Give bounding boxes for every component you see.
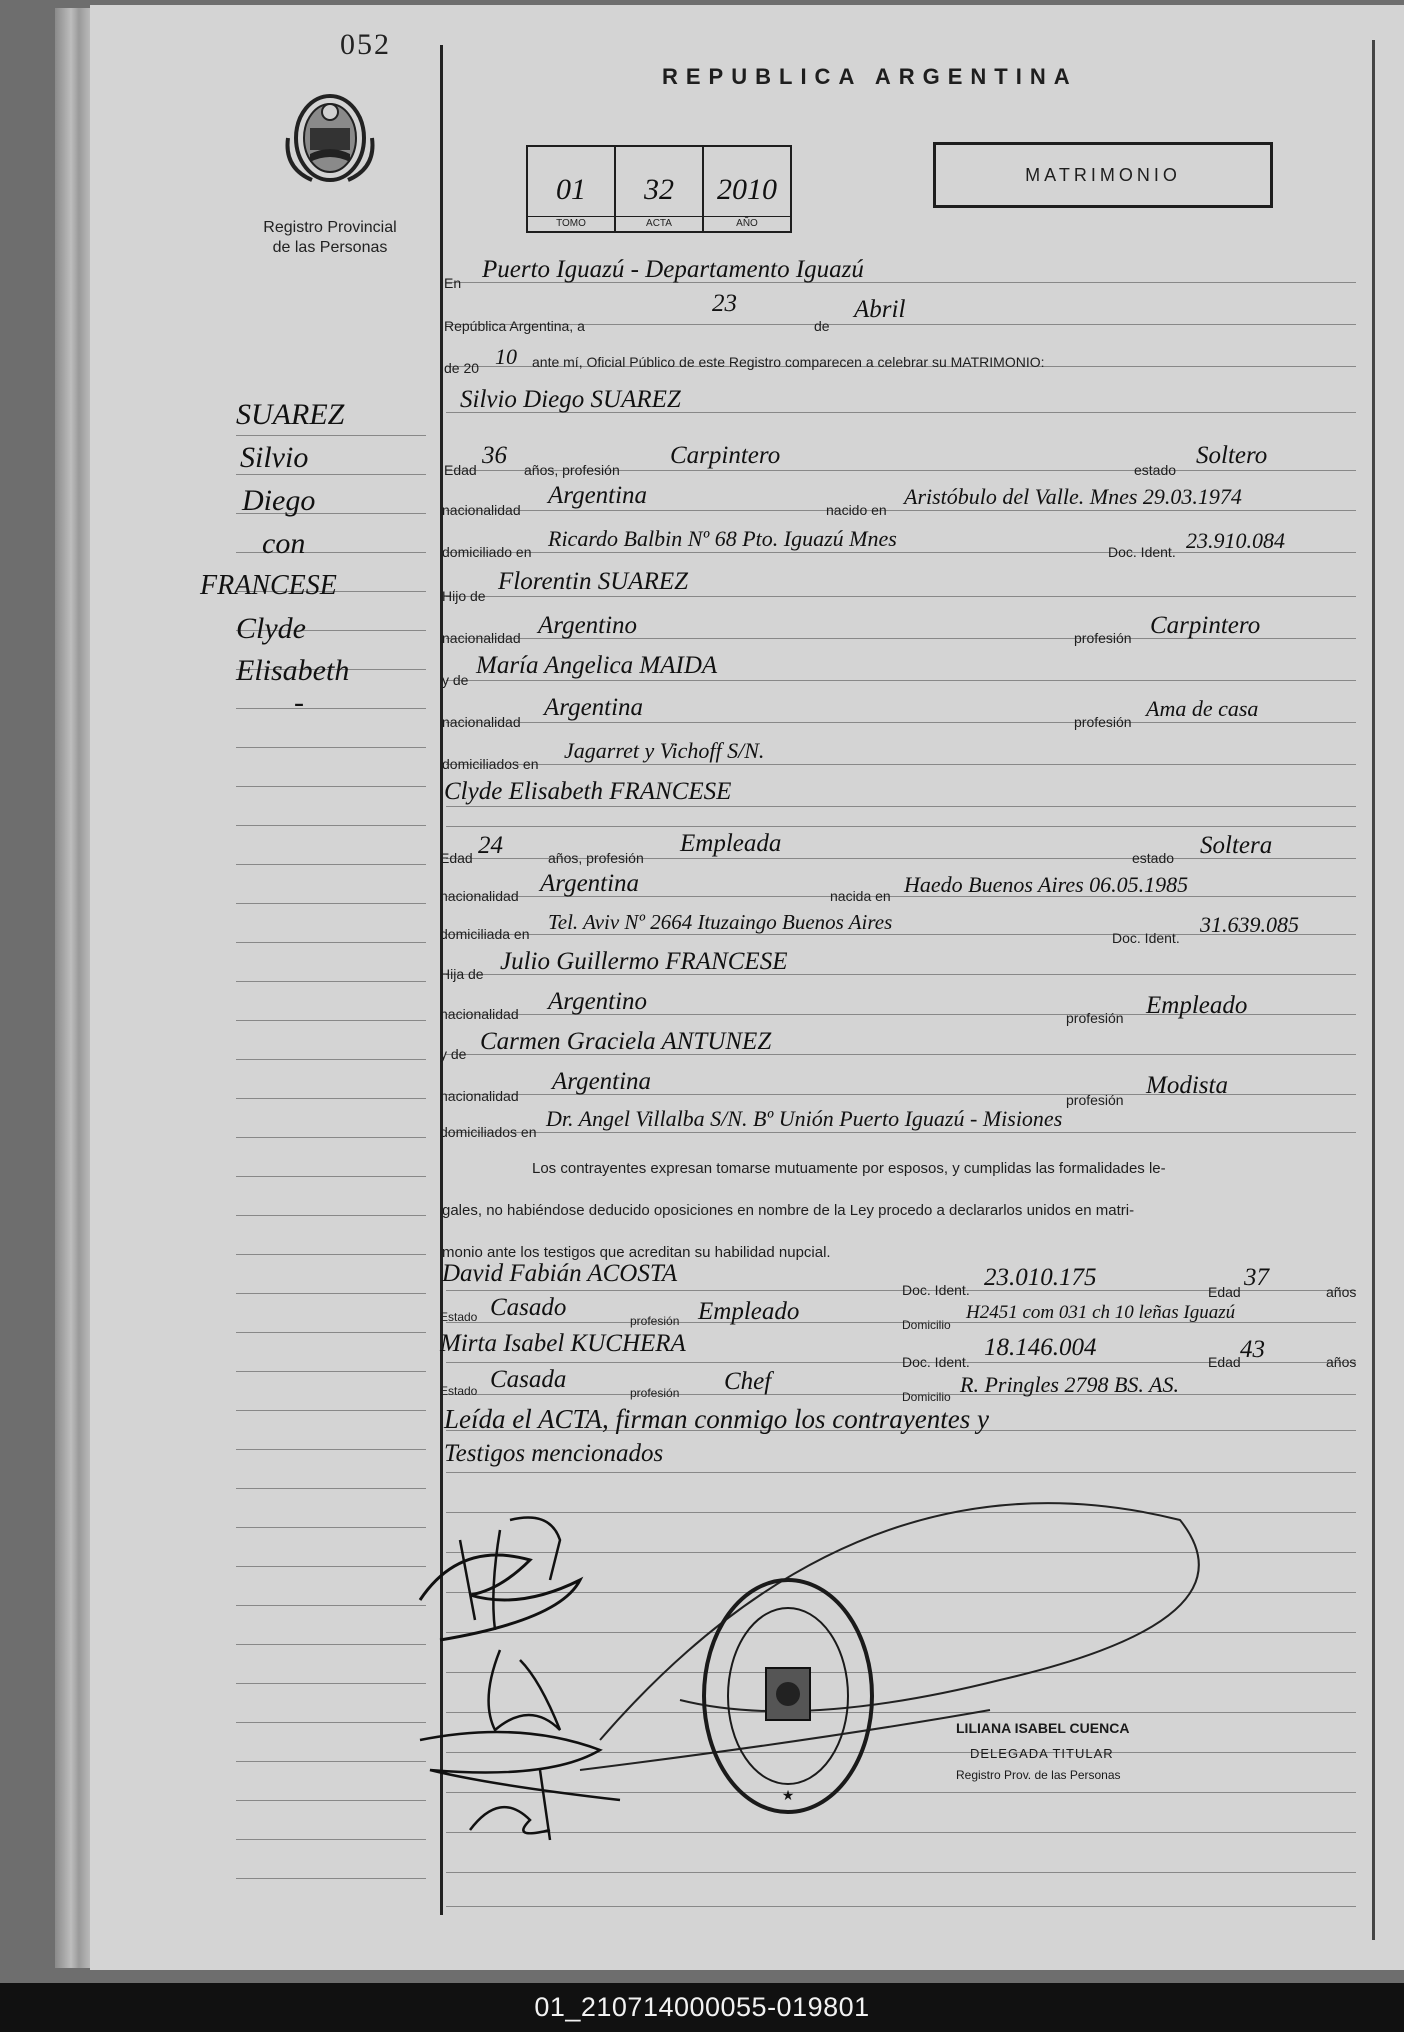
margin-rule-line [236,1761,426,1762]
witness2-doc-label: Doc. Ident. [902,1354,970,1370]
registry-name-line1: Registro Provincial [263,219,397,236]
page-stack-edge [55,8,95,1968]
bride-madre-prof-label: profesión [1066,1092,1124,1108]
bride-padre-nac-label: nacionalidad [440,1006,519,1022]
witness2-estado: Casada [490,1366,567,1393]
anio-cell [704,147,790,231]
body-rule-line [446,1132,1356,1133]
bride-nacionalidad: Argentina [540,870,640,897]
body-rule-line [446,1872,1356,1873]
witness2-edad-label: Edad [1208,1354,1241,1370]
bride-profesion: Empleada [680,830,782,857]
bride-padre-label: Hija de [440,966,484,982]
groom-padre-label: Hijo de [442,588,486,604]
de-label: de [814,318,830,334]
registry-name [240,218,420,258]
official-seal [700,1576,876,1816]
witness1-domicilio: H2451 com 031 ch 10 leñas Iguazú [966,1302,1236,1323]
groom-padre-nac-label: nacionalidad [442,630,521,646]
right-edge-rule [1372,40,1375,1940]
margin-name-3: Diego [242,484,316,517]
margin-rule-line [236,1254,426,1255]
provincial-coat-of-arms [282,88,378,186]
groom-padre-prof: Carpintero [1150,612,1261,639]
month: Abril [854,296,906,323]
bride-madre-nac: Argentina [552,1068,652,1095]
year-suffix: 10 [495,344,517,369]
margin-rule-line [236,1839,426,1840]
bride-madre: Carmen Graciela ANTUNEZ [480,1028,772,1055]
witness1-edad: 37 [1244,1264,1269,1291]
bride-madre-label: y de [440,1046,467,1062]
margin-rule-line [236,435,426,436]
witness1-name: David Fabián ACOSTA [442,1260,678,1287]
margin-rule-line [236,747,426,748]
margin-rule-line [236,1605,426,1606]
margin-rule-line [236,825,426,826]
witness1-profesion: Empleado [698,1298,800,1325]
groom-nacionalidad-label: nacionalidad [442,502,521,518]
official-office: Registro Prov. de las Personas [956,1768,1121,1782]
place: Puerto Iguazú - Departamento Iguazú [482,256,864,283]
witness2-dom-label: Domicilio [902,1390,951,1404]
closing-line2: Testigos mencionados [444,1440,664,1467]
groom-padres-dom: Jagarret y Vichoff S/N. [564,738,765,763]
groom-padre: Florentin SUAREZ [498,568,689,595]
margin-rule-line [236,1371,426,1372]
margin-rule-line [236,1800,426,1801]
witness1-prof-label: profesión [630,1314,680,1328]
bride-nacido-label: nacida en [830,888,891,904]
bride-anos-profesion-label: años, profesión [548,850,644,866]
scan-id-caption: 01_210714000055-019801 [534,1992,870,2022]
witness1-doc-label: Doc. Ident. [902,1282,970,1298]
groom-madre-prof-label: profesión [1074,714,1132,730]
bride-estado: Soltera [1200,832,1273,859]
witness1-anos-label: años [1326,1284,1357,1300]
margin-rule-line [236,1020,426,1021]
witness2-profesion: Chef [724,1368,772,1395]
witness2-name: Mirta Isabel KUCHERA [440,1330,686,1357]
body-rule-line [446,1394,1356,1395]
tomo-value: 01 [556,173,586,206]
bride-padres-dom-label: domiciliados en [440,1124,537,1140]
margin-name-5: FRANCESE [200,570,337,601]
groom-nacido: Aristóbulo del Valle. Mnes 29.03.1974 [904,484,1242,509]
margin-rule-line [236,1137,426,1138]
bride-madre-prof: Modista [1146,1072,1228,1099]
document-type: MATRIMONIO [1025,164,1181,185]
year-prefix: de 20 [444,360,480,376]
bride-doc-label: Doc. Ident. [1112,930,1180,946]
bride-domicilio: Tel. Aviv Nº 2664 Ituzaingo Buenos Aires [548,910,893,934]
margin-name-6: Clyde [236,612,306,645]
margin-rule-line [236,1527,426,1528]
margin-rule-line [236,981,426,982]
bride-padre-prof: Empleado [1146,992,1248,1019]
groom-nacionalidad: Argentina [548,482,648,509]
groom-padre-prof-label: profesión [1074,630,1132,646]
bride-edad-label: Edad [440,850,473,866]
margin-name-8: - [294,686,304,719]
groom-madre-label: y de [442,672,469,688]
margin-rule-line [236,1683,426,1684]
groom-profesion: Carpintero [670,442,781,469]
margin-rule-line [236,1293,426,1294]
groom-name: Silvio Diego SUAREZ [460,386,681,413]
groom-madre-prof: Ama de casa [1146,696,1259,721]
groom-madre: María Angelica MAIDA [476,652,718,679]
witness1-edad-label: Edad [1208,1284,1241,1300]
svg-text:★: ★ [781,1788,795,1804]
witness2-domicilio: R. Pringles 2798 BS. AS. [960,1372,1179,1397]
tomo-label: TOMO [528,216,614,231]
groom-doc-label: Doc. Ident. [1108,544,1176,560]
groom-estado-label: estado [1134,462,1177,478]
margin-rule-line [236,1332,426,1333]
margin-rule-line [236,864,426,865]
witness2-prof-label: profesión [630,1386,680,1400]
day: 23 [712,290,737,317]
margin-rule-line [236,942,426,943]
en-label: En [444,275,462,291]
body-rule-line [446,1472,1356,1473]
margin-rule-line [236,708,426,709]
margin-rule-line [236,1878,426,1879]
tomo-cell [528,147,616,231]
witness2-edad: 43 [1240,1336,1265,1363]
margin-rule-line [236,1410,426,1411]
bride-padre-nac: Argentino [548,988,648,1015]
acta-value: 32 [644,173,674,206]
anio-value: 2010 [717,173,777,206]
groom-domicilio-label: domiciliado en [442,544,532,560]
margin-rule-line [236,1215,426,1216]
body-rule-line [446,806,1356,807]
groom-anos-profesion-label: años, profesión [524,462,620,478]
margin-rule-line [236,1488,426,1489]
bride-edad: 24 [478,832,503,859]
margin-rule-line [236,1644,426,1645]
country-title: REPUBLICA ARGENTINA [662,64,1078,89]
witness1-estado-label: Estado [440,1310,478,1324]
anio-label: AÑO [704,216,790,231]
margin-rule-line [236,1059,426,1060]
bride-padre: Julio Guillermo FRANCESE [500,948,788,975]
bride-doc: 31.639.085 [1200,912,1299,937]
body-rule-line [446,596,1356,597]
record-number-box [526,145,792,233]
groom-estado: Soltero [1196,442,1268,469]
groom-madre-nac-label: nacionalidad [442,714,521,730]
margin-name-4: con [262,527,306,560]
groom-edad: 36 [482,442,507,469]
groom-domicilio: Ricardo Balbin Nº 68 Pto. Iguazú Mnes [548,526,897,551]
bride-padres-dom: Dr. Angel Villalba S/N. Bº Unión Puerto Iguazú - Misiones [546,1106,1063,1131]
margin-name-7: Elisabeth [236,654,350,687]
statement-line3: monio ante los testigos que acreditan su habilidad nupcial. [442,1244,831,1261]
witness1-doc: 23.010.175 [984,1264,1097,1291]
margin-rule-line [236,1176,426,1177]
groom-padre-nac: Argentino [538,612,638,639]
acta-label: ACTA [616,216,702,231]
margin-name-1: SUAREZ [236,398,345,431]
body-rule-line [446,1906,1356,1907]
witness1-dom-label: Domicilio [902,1318,951,1332]
body-rule-line [446,510,1356,511]
statement-line2: gales, no habiéndose deducido oposiciones en nombre de la Ley procedo a declararlos unidos en matri- [442,1202,1135,1219]
official-name: LILIANA ISABEL CUENCA [956,1720,1130,1736]
statement-line1: Los contrayentes expresan tomarse mutuamente por esposos, y cumplidas las formalidades le- [532,1160,1166,1177]
folio-number: 052 [340,28,391,61]
body-rule-line [446,680,1356,681]
body-rule-line [446,722,1356,723]
official-title: DELEGADA TITULAR [970,1746,1114,1761]
registry-name-line2: de las Personas [272,239,388,256]
margin-name-2: Silvio [240,441,309,474]
acta-cell [616,147,704,231]
bride-domicilio-label: domiciliada en [440,926,530,942]
body-rule-line [446,826,1356,827]
groom-nacido-label: nacido en [826,502,887,518]
margin-rule-line [236,903,426,904]
bride-estado-label: estado [1132,850,1175,866]
bride-padre-prof-label: profesión [1066,1010,1124,1026]
bride-name: Clyde Elisabeth FRANCESE [444,778,732,805]
margin-rule-line [236,1098,426,1099]
margin-rule-line [236,1722,426,1723]
margin-rule-line [236,786,426,787]
document-type-box [933,142,1273,208]
groom-edad-label: Edad [444,462,477,478]
witness2-doc: 18.146.004 [984,1334,1097,1361]
bride-nacionalidad-label: nacionalidad [440,888,519,904]
witness1-estado: Casado [490,1294,567,1321]
margin-rule-line [236,1566,426,1567]
margin-rule-line [236,1449,426,1450]
witness2-anos-label: años [1326,1354,1357,1370]
body-rule-line [446,764,1356,765]
groom-padres-dom-label: domiciliados en [442,756,539,772]
groom-madre-nac: Argentina [544,694,644,721]
republica-label: República Argentina, a [444,318,585,334]
closing-line1: Leída el ACTA, firman conmigo los contrayentes y [444,1404,989,1434]
witness2-estado-label: Estado [440,1384,478,1398]
intro-text: ante mí, Oficial Público de este Registro comparecen a celebrar su MATRIMONIO: [532,354,1045,370]
groom-doc: 23.910.084 [1186,528,1285,553]
bride-nacido: Haedo Buenos Aires 06.05.1985 [904,872,1189,897]
bride-madre-nac-label: nacionalidad [440,1088,519,1104]
